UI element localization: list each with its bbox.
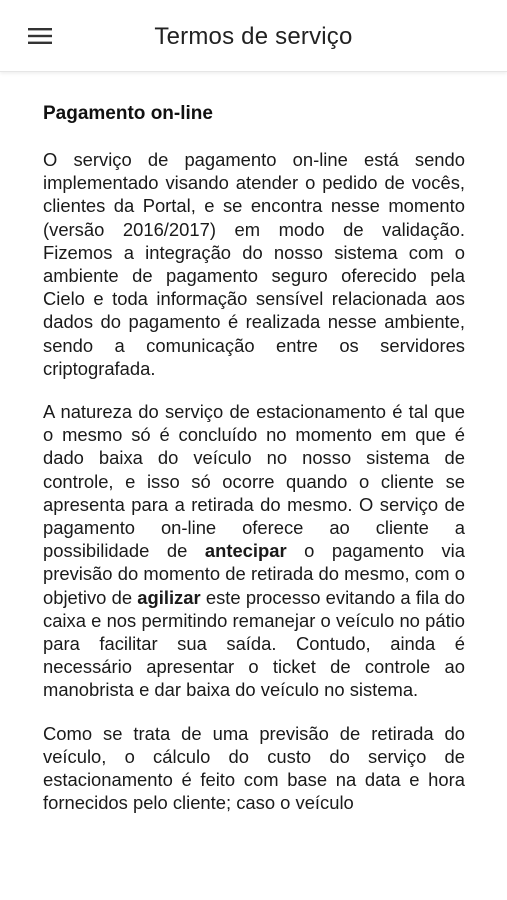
paragraph-integration: O serviço de pagamento on-line está sendo implementado visando atender o pedido de vocês, clientes da Portal, e se encontra nesse momento (versão 2016/2017) em modo de validação. Fizemos a integração do nosso sistema com o ambiente de pagamento seguro oferecido pela Cielo e toda informação sensível relacionada aos dados do pagamento é realizada nesse ambiente, sendo a comunicação entre os servidores criptografada. [43, 149, 465, 379]
paragraph-service-nature [43, 400, 465, 702]
page-title: Termos de serviço [154, 23, 353, 50]
paragraph-text: o pagamento via previsão do momento de retirada do mesmo, com o objetivo de [43, 540, 465, 608]
paragraph-text: A natureza do serviço de estacionamento é tal que o mesmo só é concluído no momento em que é dado baixa do veículo no nosso sistema de controle, e isso só ocorre quando o cliente se apresenta para a retirada do mesmo. O serviço de pagamento on-line oferece ao cliente a possibilidade de [43, 401, 465, 562]
paragraph-cost-calculation: Como se trata de uma previsão de retirada do veículo, o cálculo do custo do serviço de estacionamento é feito com base na data e hora fornecidos pelo cliente; caso o veículo [43, 722, 465, 814]
section-title: Pagamento on-line [43, 103, 213, 124]
terms-content[interactable] [43, 100, 465, 900]
bold-antecipar: antecipar [204, 540, 287, 562]
paragraph-text: este processo evitando a fila do caixa e nos permitindo remanejar o veículo no pátio para facilitar sua saída. Contudo, ainda é necessário apresentar o ticket de controle ao manobrista e dar baixa do veículo no sistema. [43, 586, 465, 701]
bold-agilizar: agilizar [137, 586, 201, 608]
app-bar [0, 0, 507, 72]
